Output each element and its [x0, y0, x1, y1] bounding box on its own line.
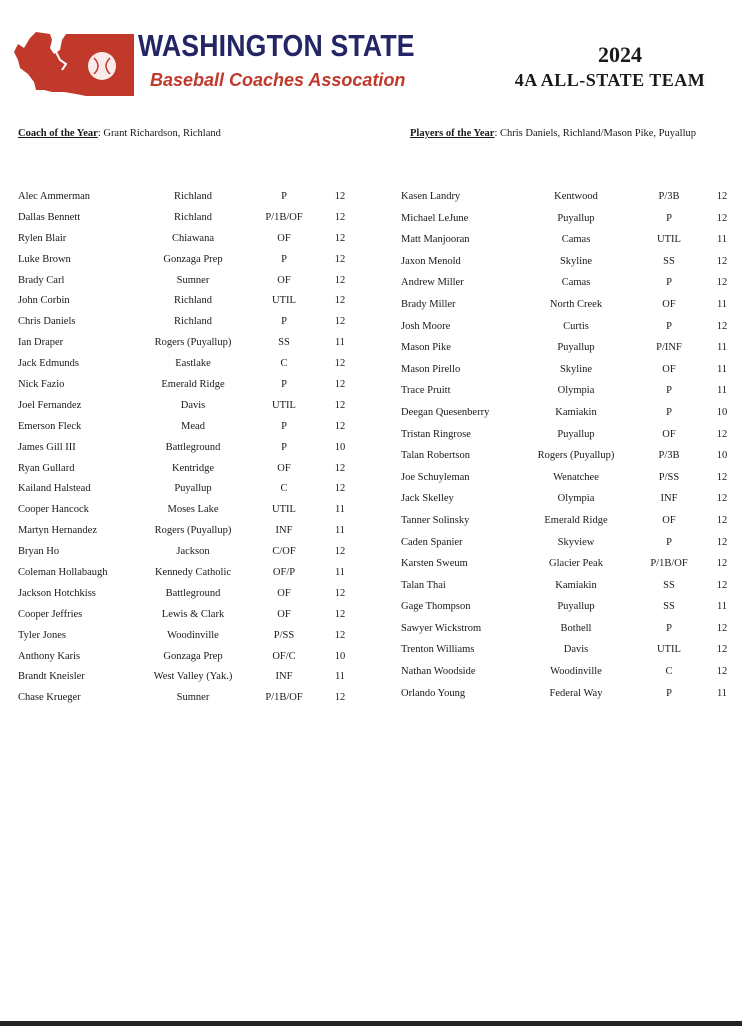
player-position: OF/C — [272, 650, 296, 662]
player-name: Talan Robertson — [401, 450, 470, 462]
player-grade: 12 — [716, 320, 728, 332]
player-position: P/1B/OF — [265, 692, 303, 704]
player-school: Davis — [563, 644, 589, 656]
player-school: Sumner — [176, 692, 210, 704]
org-name-secondary: Baseball Coaches Assocation — [150, 70, 406, 90]
player-school: Davis — [180, 399, 206, 411]
player-grade: 12 — [334, 420, 346, 432]
player-school: Puyallup — [557, 601, 595, 613]
player-name: Dallas Bennett — [18, 211, 81, 223]
player-position: UTIL — [272, 295, 296, 307]
player-school: Kentridge — [172, 462, 214, 474]
player-grade: 12 — [716, 428, 728, 440]
player-school: Olympia — [557, 385, 595, 397]
player-position: P/3B — [658, 450, 680, 462]
player-grade: 11 — [716, 298, 728, 310]
player-grade: 11 — [716, 342, 728, 354]
player-school: Gonzaga Prep — [163, 253, 223, 265]
player-grade: 12 — [716, 212, 728, 224]
player-position: P — [666, 687, 672, 699]
player-grade: 10 — [334, 650, 346, 662]
player-grade: 12 — [334, 629, 346, 641]
player-school: Gonzaga Prep — [163, 650, 223, 662]
wsbca-logo — [10, 26, 450, 98]
player-name: Jaxon Menold — [401, 255, 461, 267]
player-position: SS — [663, 601, 675, 613]
player-grade: 12 — [334, 253, 346, 265]
player-grade: 11 — [334, 567, 346, 579]
player-position: UTIL — [657, 234, 681, 246]
player-school: Skyview — [557, 536, 595, 548]
player-position: P/3B — [658, 191, 680, 202]
player-name: Cooper Hancock — [18, 504, 89, 516]
player-name: Nathan Woodside — [401, 666, 476, 678]
player-position: OF — [277, 608, 291, 620]
player-school: Puyallup — [557, 428, 595, 440]
player-grade: 12 — [334, 191, 346, 202]
player-position: OF — [662, 363, 676, 375]
player-name: Josh Moore — [401, 320, 451, 332]
player-grade: 10 — [716, 406, 728, 418]
coach-of-the-year — [18, 128, 221, 139]
player-name: Trace Pruitt — [401, 385, 451, 397]
player-name: Michael LeJune — [401, 212, 469, 224]
player-school: Richland — [174, 295, 212, 307]
players-value: : Chris Daniels, Richland/Mason Pike, Puyallup — [494, 128, 696, 139]
player-name: Jack Skelley — [401, 493, 454, 505]
player-name: Kailand Halstead — [18, 483, 91, 495]
player-name: Luke Brown — [18, 253, 71, 265]
player-name: Tyler Jones — [18, 629, 66, 641]
player-position: SS — [663, 579, 675, 591]
player-position: OF — [662, 428, 676, 440]
player-grade: 11 — [716, 601, 728, 613]
player-name: Nick Fazio — [18, 379, 65, 391]
player-school: Rogers (Puyallup) — [154, 337, 232, 349]
player-grade: 12 — [716, 191, 728, 202]
player-school: Federal Way — [549, 687, 603, 699]
player-school: Richland — [174, 191, 212, 202]
player-position: P — [666, 622, 672, 634]
player-school: North Creek — [549, 298, 603, 310]
player-name: Tanner Solinsky — [401, 514, 470, 526]
player-name: Talan Thai — [401, 579, 446, 591]
player-grade: 11 — [334, 337, 346, 349]
player-position: UTIL — [272, 504, 296, 516]
player-grade: 12 — [716, 493, 728, 505]
player-position: INF — [275, 671, 293, 683]
player-school: Sumner — [176, 274, 210, 286]
player-position: OF — [277, 274, 291, 286]
player-name: Brady Miller — [401, 298, 456, 310]
player-position: P — [281, 316, 287, 328]
player-grade: 12 — [334, 587, 346, 599]
player-grade: 12 — [716, 277, 728, 289]
player-grade: 12 — [716, 514, 728, 526]
player-school: Mead — [181, 420, 205, 432]
player-position: SS — [278, 337, 290, 349]
player-school: Curtis — [563, 320, 589, 332]
player-grade: 12 — [334, 295, 346, 307]
players-of-the-year — [410, 128, 696, 139]
player-school: Chiawana — [172, 232, 214, 244]
player-grade: 11 — [716, 687, 728, 699]
player-name: Karsten Sweum — [401, 558, 468, 570]
player-school: Rogers (Puyallup) — [537, 450, 615, 462]
player-position: INF — [275, 525, 293, 537]
player-name: Brandt Kneisler — [18, 671, 85, 683]
player-name: Joel Fernandez — [18, 399, 82, 411]
player-grade: 11 — [716, 385, 728, 397]
player-grade: 12 — [716, 558, 728, 570]
year-title: 2024 — [598, 42, 642, 67]
player-school: Lewis & Clark — [161, 608, 225, 620]
player-school: Jackson — [176, 546, 210, 558]
player-grade: 12 — [334, 399, 346, 411]
player-school: Kennedy Catholic — [154, 567, 232, 579]
player-grade: 12 — [334, 379, 346, 391]
player-name: Mason Pirello — [401, 363, 461, 375]
player-school: Emerald Ridge — [161, 379, 225, 391]
player-position: INF — [660, 493, 678, 505]
player-school: Olympia — [557, 493, 595, 505]
player-school: Camas — [561, 277, 591, 289]
player-name: Rylen Blair — [18, 232, 67, 244]
player-name: Deegan Quesenberry — [401, 406, 490, 418]
player-school: Moses Lake — [167, 504, 219, 516]
player-position: P/1B/OF — [265, 211, 303, 223]
player-name: Tristan Ringrose — [401, 428, 471, 440]
player-position: UTIL — [272, 399, 296, 411]
player-name: Bryan Ho — [18, 546, 60, 558]
player-grade: 12 — [716, 536, 728, 548]
player-name: Jack Edmunds — [18, 358, 79, 370]
player-school: Woodinville — [550, 666, 602, 678]
player-name: Sawyer Wickstrom — [401, 622, 482, 634]
player-grade: 11 — [334, 504, 346, 516]
player-name: Trenton Williams — [401, 644, 475, 656]
player-position: OF — [662, 298, 676, 310]
player-grade: 12 — [334, 608, 346, 620]
player-grade: 12 — [716, 666, 728, 678]
player-position: P/INF — [656, 342, 682, 354]
player-name: Chris Daniels — [18, 316, 76, 328]
player-position: C — [665, 666, 673, 678]
player-grade: 12 — [716, 579, 728, 591]
player-position: OF — [277, 587, 291, 599]
player-position: OF — [277, 232, 291, 244]
player-grade: 11 — [334, 525, 346, 537]
coach-value: : Grant Richardson, Richland — [97, 128, 221, 139]
player-position: P/SS — [273, 629, 295, 641]
player-name: Kasen Landry — [401, 191, 461, 202]
player-school: Puyallup — [557, 342, 595, 354]
player-name: Gage Thompson — [401, 601, 471, 613]
player-school: Glacier Peak — [549, 558, 603, 570]
player-school: Richland — [174, 211, 212, 223]
player-grade: 12 — [334, 316, 346, 328]
player-school: Rogers (Puyallup) — [154, 525, 232, 537]
washington-state-map-icon — [10, 30, 138, 98]
player-grade: 11 — [716, 234, 728, 246]
player-grade: 12 — [334, 232, 346, 244]
player-position: P — [281, 253, 287, 265]
player-position: C/OF — [272, 546, 296, 558]
player-grade: 12 — [716, 471, 728, 483]
player-position: P — [281, 191, 287, 202]
player-position: P/1B/OF — [650, 558, 688, 570]
player-grade: 10 — [716, 450, 728, 462]
org-name-primary: WASHINGTON STATE — [138, 28, 415, 63]
player-name: Alec Ammerman — [18, 191, 91, 202]
player-position: P — [666, 536, 672, 548]
player-position: UTIL — [657, 644, 681, 656]
player-position: OF — [662, 514, 676, 526]
player-name: Jackson Hotchkiss — [18, 587, 96, 599]
player-name: John Corbin — [18, 295, 70, 307]
player-position: P — [281, 379, 287, 391]
player-school: Bothell — [560, 622, 592, 634]
player-school: Kamiakin — [555, 406, 597, 418]
player-grade: 12 — [334, 462, 346, 474]
player-grade: 12 — [334, 483, 346, 495]
player-grade: 12 — [716, 622, 728, 634]
player-position: P — [666, 277, 672, 289]
player-school: Kentwood — [554, 191, 598, 202]
player-grade: 10 — [334, 441, 346, 453]
player-school: Puyallup — [174, 483, 212, 495]
player-position: P — [666, 385, 672, 397]
player-name: Ian Draper — [18, 337, 64, 349]
player-school: Puyallup — [557, 212, 595, 224]
player-grade: 12 — [334, 692, 346, 704]
player-name: Cooper Jeffries — [18, 608, 83, 620]
player-school: Battleground — [165, 441, 221, 453]
player-name: Mason Pike — [401, 342, 451, 354]
player-name: Emerson Fleck — [18, 420, 82, 432]
player-name: Orlando Young — [401, 687, 466, 699]
player-school: West Valley (Yak.) — [153, 671, 233, 683]
player-name: Caden Spanier — [401, 536, 463, 548]
player-position: C — [280, 358, 288, 370]
bottom-bar — [0, 1021, 742, 1026]
player-grade: 12 — [334, 211, 346, 223]
player-school: Wenatchee — [553, 471, 599, 483]
player-school: Richland — [174, 316, 212, 328]
player-position: P — [281, 441, 287, 453]
player-position: C — [280, 483, 288, 495]
player-position: P — [666, 406, 672, 418]
player-name: Ryan Gullard — [18, 462, 75, 474]
coach-label: Coach of the Year — [18, 128, 98, 139]
player-grade: 12 — [716, 255, 728, 267]
player-position: P — [281, 420, 287, 432]
player-position: P — [666, 212, 672, 224]
player-school: Skyline — [559, 255, 593, 267]
player-name: Brady Carl — [18, 274, 65, 286]
team-title: 4A ALL-STATE TEAM — [514, 70, 706, 90]
player-grade: 12 — [334, 274, 346, 286]
player-grade: 11 — [334, 671, 346, 683]
player-position: OF — [277, 462, 291, 474]
player-position: OF/P — [272, 567, 296, 579]
player-name: James Gill III — [18, 441, 76, 453]
player-school: Emerald Ridge — [544, 514, 608, 526]
player-name: Anthony Karis — [18, 650, 81, 662]
player-school: Battleground — [165, 587, 221, 599]
player-name: Andrew Miller — [401, 277, 464, 289]
player-position: SS — [663, 255, 675, 267]
player-grade: 12 — [334, 358, 346, 370]
player-school: Skyline — [559, 363, 593, 375]
player-name: Coleman Hollabaugh — [18, 567, 108, 579]
player-position: P — [666, 320, 672, 332]
player-grade: 11 — [716, 363, 728, 375]
player-school: Eastlake — [175, 358, 211, 370]
player-grade: 12 — [716, 644, 728, 656]
players-label: Players of the Year — [410, 128, 495, 139]
player-name: Joe Schuyleman — [401, 471, 470, 483]
player-school: Kamiakin — [555, 579, 597, 591]
player-name: Chase Krueger — [18, 692, 81, 704]
player-position: P/SS — [658, 471, 680, 483]
player-name: Martyn Hernandez — [18, 525, 98, 537]
player-name: Matt Manjooran — [401, 234, 470, 246]
player-grade: 12 — [334, 546, 346, 558]
player-school: Woodinville — [167, 629, 219, 641]
player-school: Camas — [561, 234, 591, 246]
